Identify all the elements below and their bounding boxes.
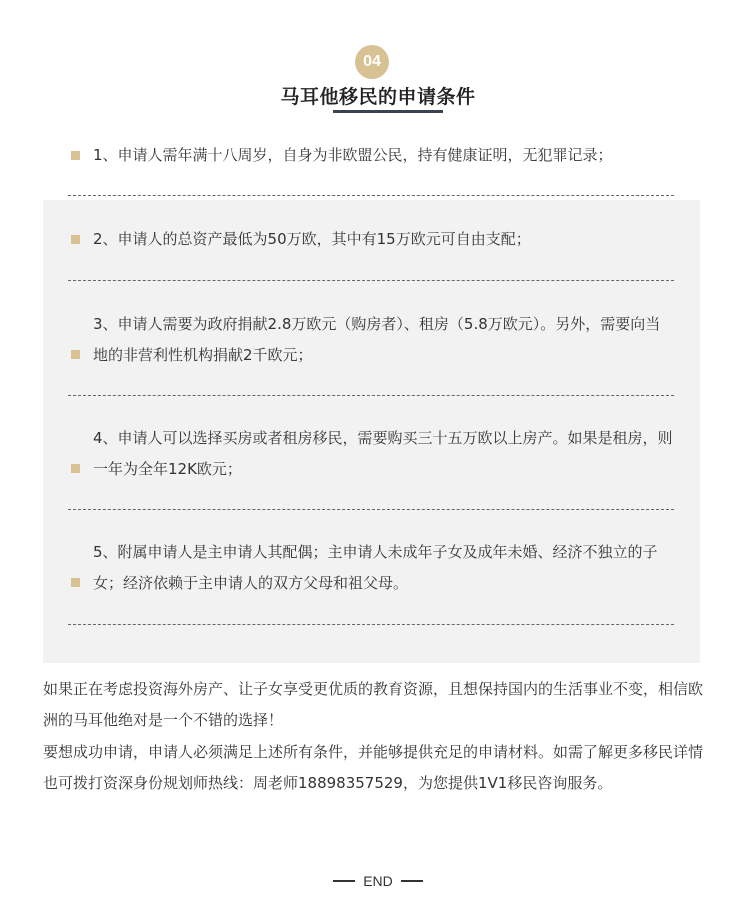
condition-text: 4、申请人可以选择买房或者租房移民，需要购买三十五万欧以上房产。如果是租房，则一年为全年12K欧元； xyxy=(93,429,673,478)
section-number-badge: 04 xyxy=(355,45,389,79)
condition-text: 5、附属申请人是主申请人其配偶；主申请人未成年子女及成年未婚、经济不独立的子女；经济依赖于主申请人的双方父母和祖父母。 xyxy=(93,543,658,592)
end-dash-right xyxy=(401,880,423,882)
dashed-divider xyxy=(68,195,674,196)
condition-item-3 xyxy=(68,309,674,371)
dashed-divider xyxy=(68,624,674,625)
condition-item-5 xyxy=(68,537,674,599)
condition-text: 2、申请人的总资产最低为50万欧，其中有15万欧元可自由支配； xyxy=(93,230,531,248)
square-bullet-icon xyxy=(71,350,80,359)
body-paragraph-2: 要想成功申请，申请人必须满足上述所有条件，并能够提供充足的申请材料。如需了解更多移民详情也可拨打资深身份规划师热线：周老师18898357529，为您提供1V1移民咨询服务。 xyxy=(43,743,704,792)
square-bullet-icon xyxy=(71,578,80,587)
square-bullet-icon xyxy=(71,464,80,473)
title-underline xyxy=(333,110,443,113)
end-label: END xyxy=(363,873,393,889)
condition-text: 3、申请人需要为政府捐献2.8万欧元（购房者）、租房（5.8万欧元）。另外，需要向当地的非营利性机构捐献2千欧元； xyxy=(93,315,661,364)
square-bullet-icon xyxy=(71,235,80,244)
end-marker xyxy=(0,873,756,889)
dashed-divider xyxy=(68,395,674,396)
end-dash-left xyxy=(333,880,355,882)
body-paragraph-1: 如果正在考虑投资海外房产、让子女享受更优质的教育资源，且想保持国内的生活事业不变，相信欧洲的马耳他绝对是一个不错的选择！ xyxy=(43,680,704,729)
dashed-divider xyxy=(68,280,674,281)
condition-item-4 xyxy=(68,423,674,485)
square-bullet-icon xyxy=(71,151,80,160)
condition-item-1 xyxy=(68,140,674,171)
section-title: 马耳他移民的申请条件 xyxy=(280,86,476,108)
condition-text: 1、申请人需年满十八周岁，自身为非欧盟公民，持有健康证明，无犯罪记录； xyxy=(93,146,613,164)
condition-item-2 xyxy=(68,224,674,255)
dashed-divider xyxy=(68,509,674,510)
